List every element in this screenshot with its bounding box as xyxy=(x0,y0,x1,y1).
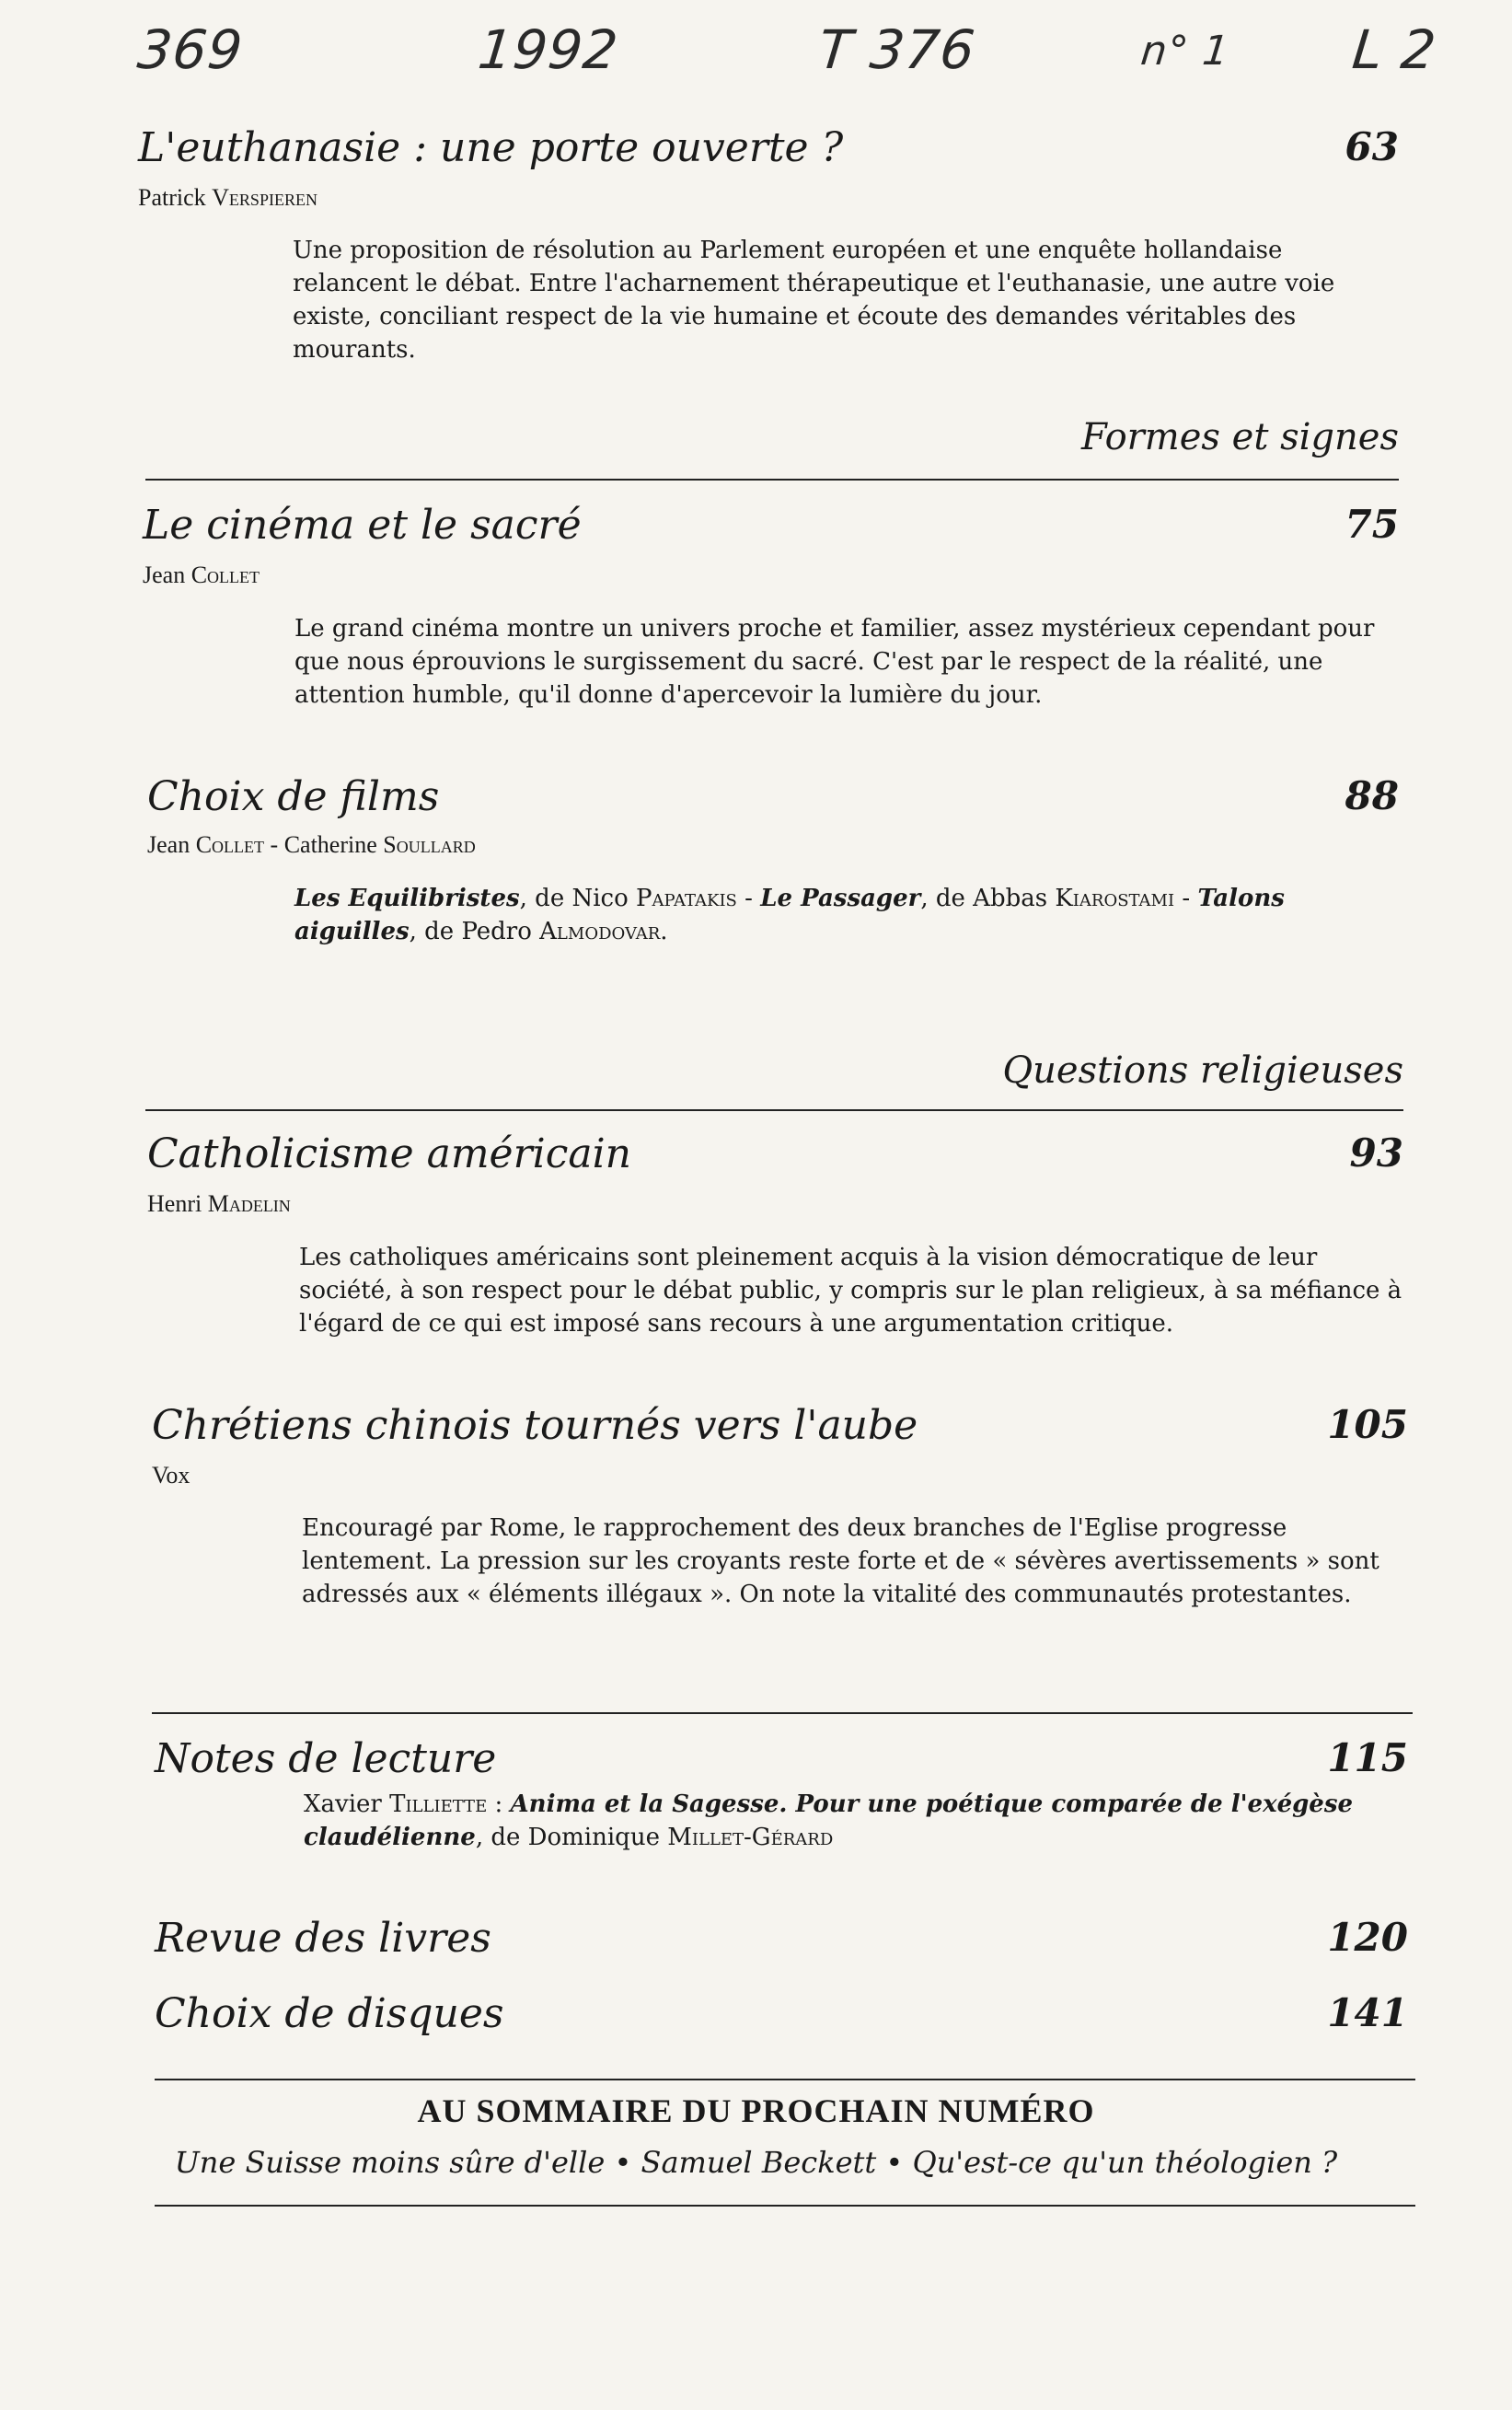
article-author: Jean Collet xyxy=(143,562,260,588)
section-rule xyxy=(152,1712,1413,1714)
article-title: Le cinéma et le sacré xyxy=(143,502,582,549)
film-list: Les Equilibristes, de Nico Papatakis - Le Passager, de Abbas Kiarostami - Talons aiguilles, de Pedro Almodovar. xyxy=(294,885,1285,945)
article-summary: Une proposition de résolution au Parlement européen et une enquête hollandaise relancent le débat. Entre l'acharnement thérapeutique et l'euthanasie, une autre voie existe, conciliant respect de la vie humaine et écoute des demandes véritables des mourants. xyxy=(293,237,1335,364)
article-title: Choix de films xyxy=(147,773,440,820)
article-author: Patrick Verspieren xyxy=(138,184,317,211)
page-number: 93 xyxy=(1349,1130,1403,1176)
article-title: Choix de disques xyxy=(155,1990,504,2037)
page-number: 105 xyxy=(1327,1402,1408,1447)
article-author: Vox xyxy=(152,1462,190,1489)
handwritten-note-4: n° 1 xyxy=(1138,28,1232,75)
next-issue-items: Une Suisse moins sûre d'elle • Samuel Beckett • Qu'est-ce qu'un théologien ? xyxy=(174,2145,1338,2180)
section-heading: Questions religieuses xyxy=(1002,1049,1403,1092)
next-issue-rule-bottom xyxy=(155,2205,1415,2207)
article-title: Chrétiens chinois tournés vers l'aube xyxy=(152,1402,918,1449)
handwritten-note-1: 369 xyxy=(134,18,247,81)
article-summary: Encouragé par Rome, le rapprochement des deux branches de l'Eglise progresse lentement. La pression sur les croyants reste forte et de « sévères avertissements » sont adressés aux « éléments illégaux ». On note la vitalité des communautés protestantes. xyxy=(302,1514,1379,1608)
section-rule xyxy=(145,479,1399,481)
next-issue-rule-top xyxy=(155,2079,1415,2080)
page-number: 120 xyxy=(1327,1915,1408,1960)
handwritten-note-2: 1992 xyxy=(475,18,622,81)
handwritten-note-3: T 376 xyxy=(815,18,979,81)
article-title: Catholicisme américain xyxy=(147,1130,631,1177)
article-author: Jean Collet - Catherine Soullard xyxy=(147,831,476,858)
page-number: 115 xyxy=(1327,1735,1408,1780)
handwritten-note-5: L 2 xyxy=(1349,18,1440,81)
page-number: 88 xyxy=(1345,773,1399,818)
section-heading: Formes et signes xyxy=(1081,416,1399,458)
article-title: L'euthanasie : une porte ouverte ? xyxy=(138,124,844,171)
article-summary: Le grand cinéma montre un univers proche et familier, assez mystérieux cependant pour que nous éprouvions le surgissement du sacré. C'est par le respect de la réalité, une attention humble, qu'il donne d'apercevoir la lumière du jour. xyxy=(294,615,1375,709)
article-title: Revue des livres xyxy=(155,1915,491,1962)
section-rule xyxy=(145,1109,1403,1111)
next-issue-heading: AU SOMMAIRE DU PROCHAIN NUMÉRO xyxy=(417,2092,1095,2129)
review-entry: Xavier Tilliette : Anima et la Sagesse. Pour une poétique comparée de l'exégèse claudélienne, de Dominique Millet-Gérard xyxy=(304,1790,1354,1851)
page-number: 63 xyxy=(1345,124,1399,169)
article-summary: Les catholiques américains sont pleinement acquis à la vision démocratique de leur société, à son respect pour le débat public, y compris sur le plan religieux, à sa méfiance à l'égard de ce qui est imposé sans recours à une argumentation critique. xyxy=(299,1244,1402,1338)
page-number: 141 xyxy=(1327,1990,1408,2035)
page-number: 75 xyxy=(1345,502,1399,547)
article-author: Henri Madelin xyxy=(147,1190,291,1217)
article-title: Notes de lecture xyxy=(155,1735,497,1782)
